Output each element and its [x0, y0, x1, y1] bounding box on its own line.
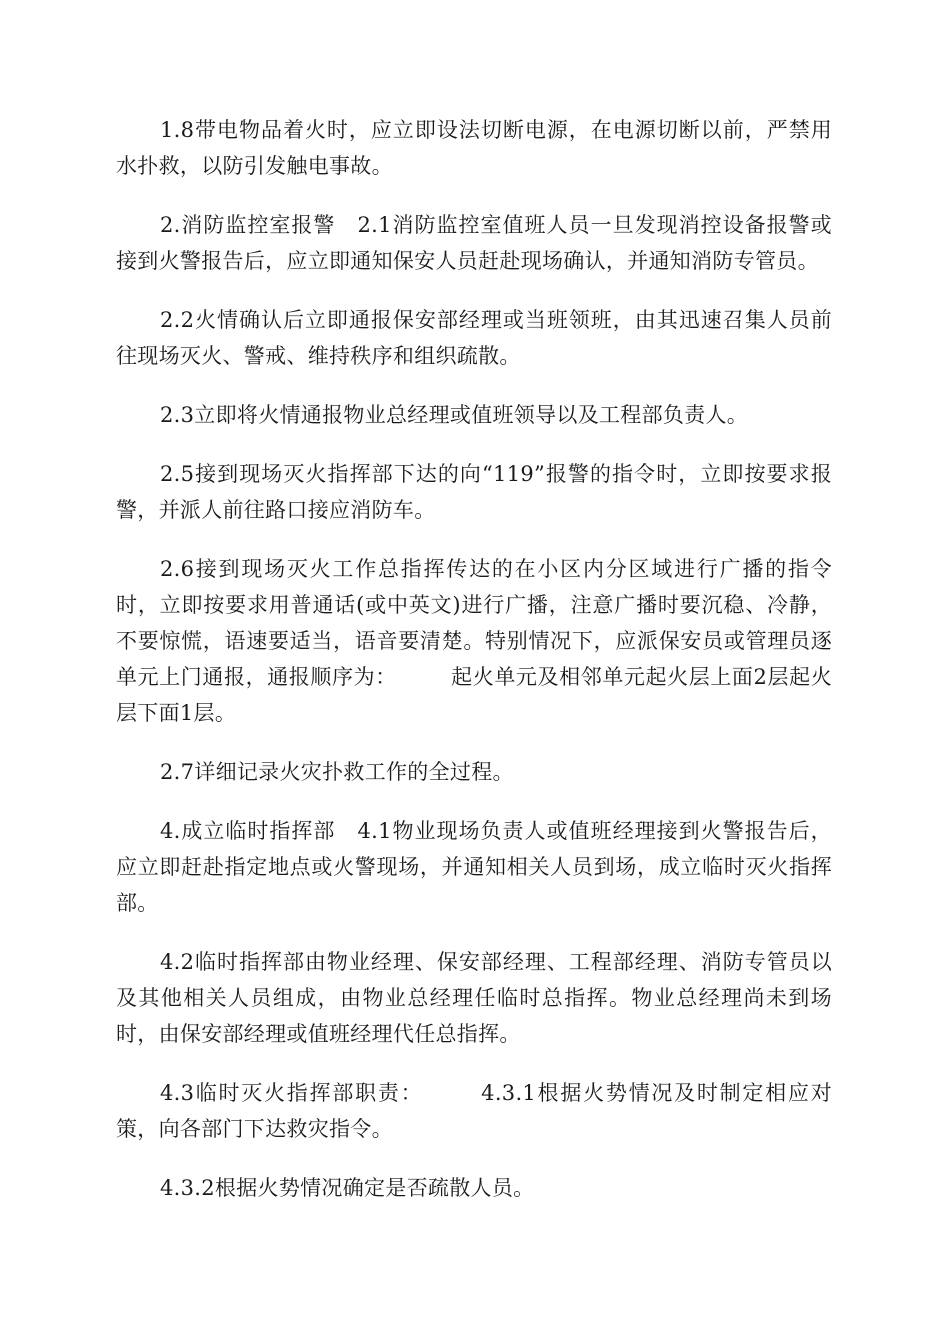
- paragraph-4-1: 4.成立临时指挥部 4.1物业现场负责人或值班经理接到火警报告后，应立即赶赴指定地点或火警现场，并通知相关人员到场，成立临时灭火指挥部。: [116, 819, 832, 915]
- paragraph-2-1: 2.消防监控室报警 2.1消防监控室值班人员一旦发现消控设备报警或接到火警报告后，应立即通知保安人员赶赴现场确认，并通知消防专管员。: [116, 213, 832, 273]
- paragraph-2-5: 2.5接到现场灭火指挥部下达的向“119”报警的指令时，立即按要求报警，并派人前往路口接应消防车。: [116, 462, 832, 522]
- paragraph-4-2: 4.2临时指挥部由物业经理、保安部经理、工程部经理、消防专管员以及其他相关人员组成，由物业总经理任临时总指挥。物业总经理尚未到场时，由保安部经理或值班经理代任总指挥。: [116, 950, 832, 1046]
- paragraph-1-8: 1.8带电物品着火时，应立即设法切断电源，在电源切断以前，严禁用水扑救，以防引发触电事故。: [116, 118, 832, 178]
- paragraph-4-3: 4.3临时灭火指挥部职责： 4.3.1根据火势情况及时制定相应对策，向各部门下达救灾指令。: [116, 1081, 832, 1141]
- document-body: [116, 112, 832, 1229]
- paragraph-2-7: 2.7详细记录火灾扑救工作的全过程。: [160, 760, 514, 784]
- paragraph-2-6: 2.6接到现场灭火工作总指挥传达的在小区内分区域进行广播的指令时，立即按要求用普通话(或中英文)进行广播，注意广播时要沉稳、冷静，不要惊慌，语速要适当，语音要清楚。特别情况下，应派保安员或管理员逐单元上门通报，通报顺序为： 起火单元及相邻单元起火层上面2层起火层下面1层。: [116, 557, 832, 725]
- paragraph-2-2: 2.2火情确认后立即通报保安部经理或当班领班，由其迅速召集人员前往现场灭火、警戒、维持秩序和组织疏散。: [116, 308, 832, 368]
- paragraph-4-3-2: 4.3.2根据火势情况确定是否疏散人员。: [160, 1176, 535, 1200]
- paragraph-2-3: 2.3立即将火情通报物业总经理或值班领导以及工程部负责人。: [160, 403, 749, 427]
